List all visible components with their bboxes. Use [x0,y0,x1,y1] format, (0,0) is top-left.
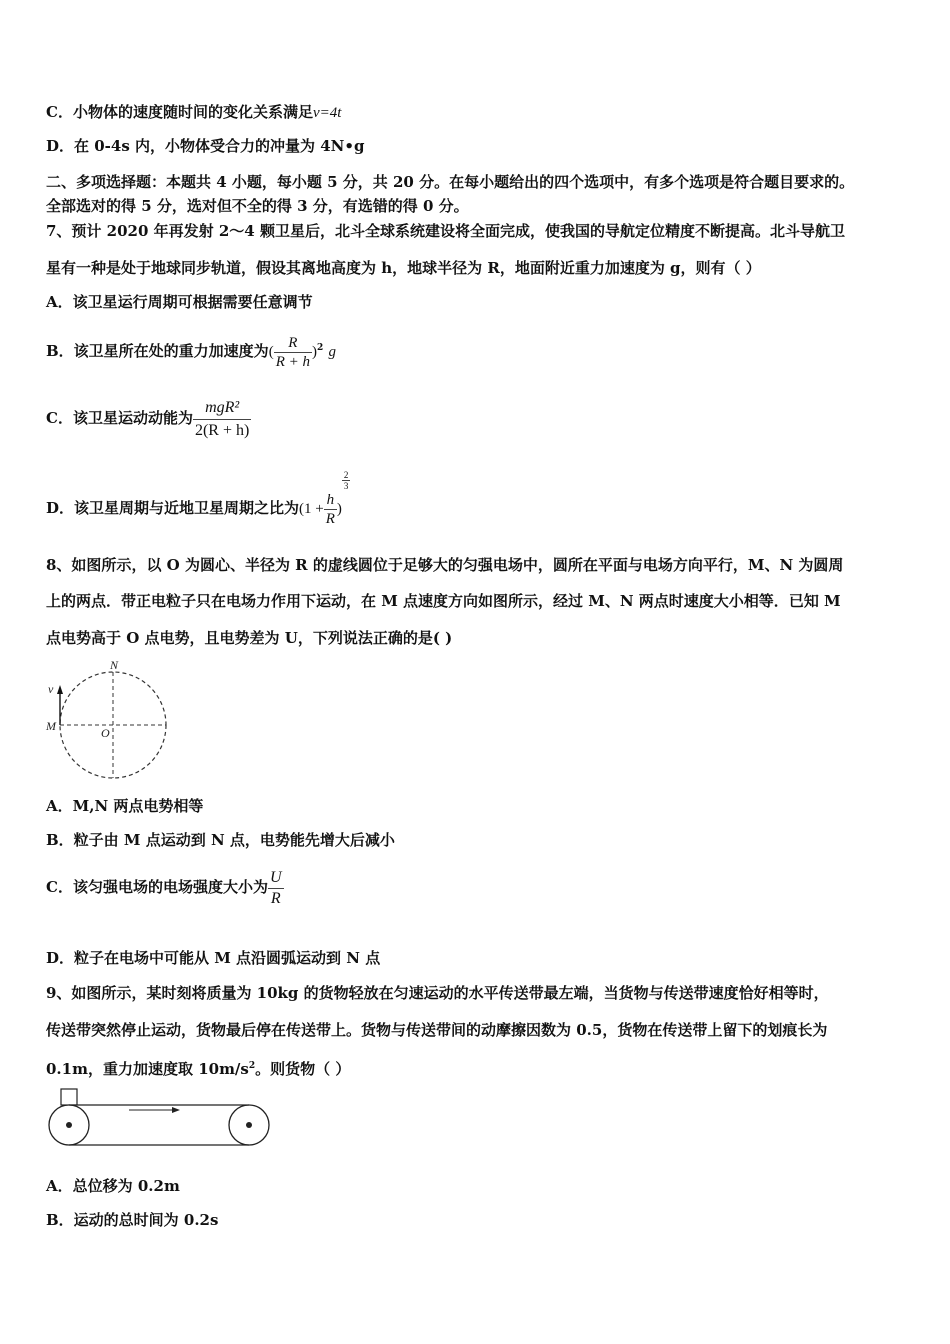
q8-option-c [46,862,284,912]
q8-option-b: B．粒子由 M 点运动到 N 点，电势能先增大后减小 [46,831,395,849]
option-d-prev: D．在 0-4s 内，小物体受合力的冲量为 4N•g [46,137,365,155]
q8-option-c-text: C．该匀强电场的电场强度大小为 [46,878,268,896]
formula-c-fraction: $\frac{\text{mgR²}}{2(R + h)}$ [194,398,250,439]
figure-q8-circle [40,655,180,789]
belt-direction-arrow-head [172,1107,180,1113]
option-c-prev-eq: v=4t [312,105,342,121]
q8-line3: 点电势高于 O 点电势，且电势差为 U，下列说法正确的是( ) [46,629,453,647]
cargo-block [61,1089,77,1105]
q9-line2: 传送带突然停止运动，货物最后停在传送带上。货物与传送带间的动摩擦因数为 0.5，货物在传送带上留下的划痕长为 [46,1021,828,1039]
q8-option-d: D．粒子在电场中可能从 M 点沿圆弧运动到 N 点 [46,949,381,967]
option-c-prev-text: C．小物体的速度随时间的变化关系满足 [46,103,313,121]
section2-line1: 二、多项选择题：本题共 4 小题，每小题 5 分，共 20 分。在每小题给出的四个选项中，有多个选项是符合题目要求的。 [46,173,855,191]
formula-d-exponent: $\frac{2}{3}$ [343,470,349,491]
velocity-arrow-head [57,685,63,694]
q7-line1: 7、预计 2020 年再发射 2～4 颗卫星后，北斗全球系统建设将全面完成，使我国的导航定位精度不断提高。北斗导航卫 [46,222,845,240]
figure-q9-conveyor [44,1084,274,1154]
q7-line2: 星有一种是处于地球同步轨道，假设其离地高度为 h，地球半径为 R，地面附近重力加速度为 g，则有（ ） [46,259,761,277]
option-c-prev [46,102,341,123]
q7-option-d: D．该卫星周期与近地卫星周期之比为(1 + $\frac{h}{R}$ ) $\frac{2}{3}$ [46,470,349,527]
formula-d-fraction: $\frac{h}{R}$ [325,491,335,527]
label-m: M [46,719,56,733]
q8-option-a: A．M,N 两点电势相等 [46,797,204,815]
left-pulley-axle [66,1122,72,1128]
formula-b-fraction: $\frac{R}{R + h}$ [275,334,310,370]
q9-line1: 9、如图所示，某时刻将质量为 10kg 的货物轻放在匀速运动的水平传送带最左端，当货物与传送带速度恰好相等时， [46,984,829,1002]
section2-line2: 全部选对的得 5 分，选对但不全的得 3 分，有选错的得 0 分。 [46,197,469,215]
label-o: O [101,726,110,740]
q7-option-b-text: B．该卫星所在处的重力加速度为 [46,342,269,360]
q9-option-b: B．运动的总时间为 0.2s [46,1211,219,1229]
right-pulley-axle [246,1122,252,1128]
q9-option-a: A．总位移为 0.2m [46,1177,180,1195]
formula-e-fraction: $\frac{U}{R}$ [269,868,282,907]
q7-option-b: B．该卫星所在处的重力加速度为( $\frac{R}{R + h}$ )$^2$ g [46,334,336,370]
label-n: N [110,658,119,672]
q9-line3: 0.1m，重力加速度取 $10m/s^2$。则货物（ ） [46,1060,351,1078]
label-v: v [48,682,54,696]
q7-option-a: A．该卫星运行周期可根据需要任意调节 [46,293,313,311]
q8-line1: 8、如图所示，以 O 为圆心、半径为 R 的虚线圆位于足够大的匀强电场中，圆所在平面与电场方向平行，M、N 为圆周 [46,556,844,574]
q7-option-d-text: D．该卫星周期与近地卫星周期之比为 [46,499,300,517]
q7-option-c [46,390,251,446]
q8-line2: 上的两点．带正电粒子只在电场力作用下运动，在 M 点速度方向如图所示，经过 M、N 两点时速度大小相等．已知 M [46,592,841,610]
q7-option-c-text: C．该卫星运动动能为 [46,409,193,427]
